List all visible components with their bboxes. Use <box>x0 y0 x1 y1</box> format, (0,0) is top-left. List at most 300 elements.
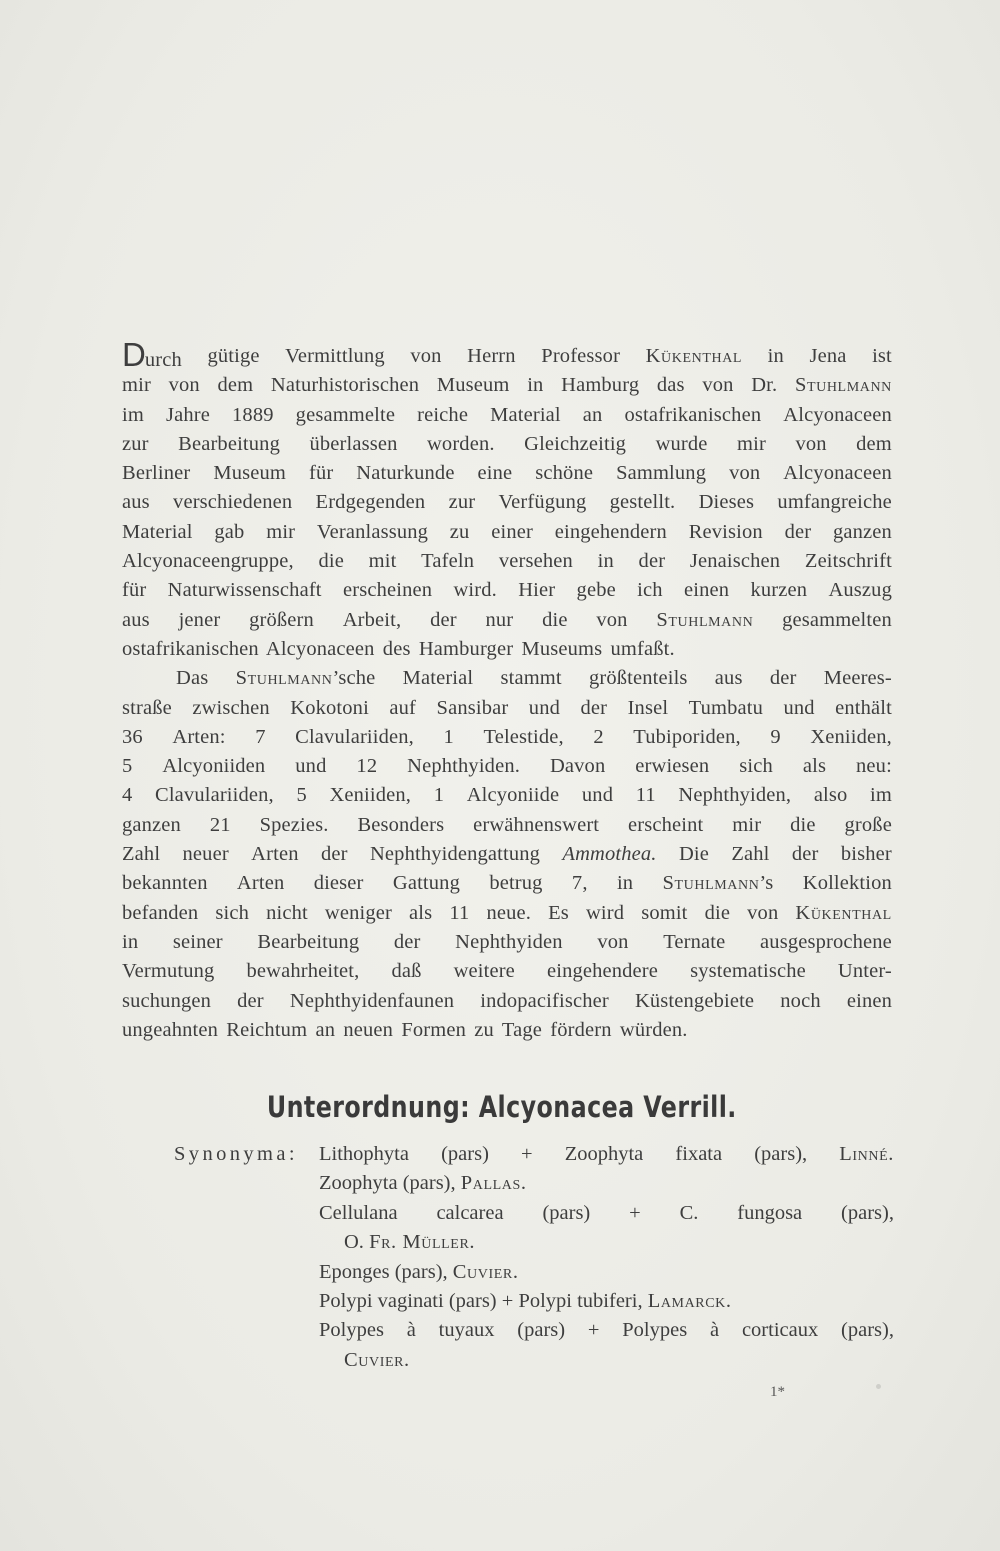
word: Material <box>122 520 193 543</box>
word-group <box>285 342 385 371</box>
word-group <box>678 781 791 810</box>
word: der <box>393 930 421 953</box>
word-group <box>317 518 428 547</box>
word-group <box>166 401 210 430</box>
word: Vermutung <box>122 960 215 983</box>
synonym-entry <box>319 1199 894 1228</box>
word: Nephthyiden <box>455 930 563 953</box>
synonym-entry <box>319 1316 894 1345</box>
word-group <box>122 752 132 781</box>
text-line <box>122 664 892 693</box>
text-line <box>122 547 892 576</box>
word-group <box>369 547 397 576</box>
word: im <box>122 403 144 426</box>
word-group <box>430 606 457 635</box>
word: corticaux <box>741 1319 819 1342</box>
word-group <box>394 928 421 957</box>
word-group <box>795 371 892 400</box>
word: Linné. <box>839 1143 894 1165</box>
word-group <box>839 1140 894 1169</box>
word-group <box>657 371 685 400</box>
word-group <box>343 606 402 635</box>
word-group <box>795 899 891 928</box>
word-group <box>356 459 454 488</box>
word-group <box>633 723 741 752</box>
word-group <box>407 1316 416 1345</box>
word: von <box>410 345 442 367</box>
word-group <box>168 576 322 605</box>
page-number: 1* <box>770 1384 785 1400</box>
word: aus <box>122 491 150 514</box>
text-run: O. <box>344 1231 370 1254</box>
word-group <box>236 664 376 693</box>
text-run: Cuvier. <box>452 1260 519 1283</box>
word: kurzen <box>750 579 808 602</box>
word: Nephthyidenfaunen <box>289 989 455 1012</box>
word: ganzen <box>122 813 181 836</box>
word-group <box>427 430 495 459</box>
synonyma-row <box>174 1228 894 1257</box>
word: umfangreiche <box>777 491 892 514</box>
word-group <box>586 899 624 928</box>
word-group <box>467 342 516 371</box>
word: Polypes <box>319 1319 384 1342</box>
word: Naturhistorischen <box>270 374 420 397</box>
word-group <box>845 811 892 840</box>
word: wird <box>585 901 625 924</box>
word-group <box>656 606 753 635</box>
synonyma-first-row <box>174 1140 894 1169</box>
text-line <box>122 606 892 635</box>
word: Alcyoniide <box>466 784 560 807</box>
word-group <box>580 694 607 723</box>
word: 4 <box>122 784 133 807</box>
word: Zoophyta <box>564 1143 644 1165</box>
word: neuer <box>182 843 229 866</box>
word-group <box>742 1316 818 1345</box>
word: + <box>629 1201 641 1224</box>
word: in <box>616 872 634 895</box>
text-line <box>122 371 892 400</box>
word: große <box>844 813 892 836</box>
word-group <box>847 987 892 1016</box>
word: Dr. <box>751 374 778 397</box>
word: Kükenthal <box>795 901 892 924</box>
word: C. <box>679 1201 699 1224</box>
word-group <box>617 869 633 898</box>
word-group <box>524 430 626 459</box>
word-group <box>731 840 769 869</box>
word: (pars) <box>542 1201 591 1224</box>
word-group <box>214 518 244 547</box>
word: für <box>308 462 334 485</box>
word-group <box>478 459 513 488</box>
text-line <box>122 401 892 430</box>
word: (pars), <box>841 1319 894 1342</box>
word: 11 <box>449 901 470 924</box>
word-group <box>207 342 259 371</box>
word: das <box>656 374 685 397</box>
word-group <box>436 1199 503 1228</box>
word: sich <box>739 755 773 778</box>
word: versehen <box>498 550 573 573</box>
word-group <box>266 518 295 547</box>
word: tuyaux <box>438 1319 495 1342</box>
word: Das <box>176 667 209 690</box>
word: von <box>597 930 629 953</box>
word-group <box>217 371 253 400</box>
word: 1889 <box>232 403 274 426</box>
word: die <box>790 813 816 836</box>
word-group <box>690 957 806 986</box>
word-group <box>542 606 568 635</box>
word: fungosa <box>737 1201 803 1224</box>
word-group <box>122 488 150 517</box>
word: auf <box>389 696 417 719</box>
word: als <box>409 901 433 924</box>
word: von <box>747 901 779 924</box>
word-group <box>835 694 892 723</box>
word-group <box>542 1199 590 1228</box>
word-group <box>410 342 441 371</box>
word: Arten: <box>172 725 226 748</box>
word-group <box>639 547 666 576</box>
text-line <box>122 1016 892 1045</box>
word: in <box>597 550 614 573</box>
word: Revision <box>688 520 763 543</box>
word: Xeniiden, <box>329 784 412 807</box>
word-group <box>702 371 733 400</box>
word: Naturwissenschaft <box>167 579 322 602</box>
word: Berliner <box>122 462 191 485</box>
word-group <box>783 694 814 723</box>
text-line <box>122 869 892 898</box>
word-group <box>541 342 620 371</box>
body-text <box>122 336 892 1045</box>
text-line <box>122 928 892 957</box>
word-group <box>824 664 892 693</box>
word-group <box>356 752 377 781</box>
word: wird. <box>453 579 497 602</box>
word: 12 <box>356 755 378 778</box>
word-group <box>260 811 329 840</box>
text-run: ungeahnten Reichtum an neuen Formen zu Tage fördern würden. <box>122 1018 688 1041</box>
text-line <box>122 694 892 723</box>
word-group <box>597 928 628 957</box>
word: der <box>237 989 264 1012</box>
word-group <box>856 752 892 781</box>
word: fixata <box>675 1143 723 1165</box>
word: Gleichzeitig <box>524 432 627 455</box>
word: Alcyonaceen <box>783 462 892 485</box>
word-group <box>628 694 669 723</box>
text-run: Pallas. <box>460 1172 527 1195</box>
word: erscheint <box>628 813 704 836</box>
word: Stuhlmann <box>662 872 760 895</box>
word: an <box>582 403 603 426</box>
word: zu <box>449 520 470 543</box>
word-group <box>628 811 703 840</box>
word-group <box>122 957 214 986</box>
word: mir <box>737 432 766 455</box>
word: Nephthyiden. <box>407 755 520 778</box>
word: Zeitschrift <box>804 550 892 573</box>
word-group <box>635 987 754 1016</box>
word-group <box>561 371 639 400</box>
word: urch <box>144 349 182 371</box>
text-line <box>122 781 892 810</box>
word: aus <box>122 608 150 631</box>
word-group <box>737 1199 802 1228</box>
word-group <box>473 811 599 840</box>
word: Bearbeitung <box>178 432 280 455</box>
word: 1 <box>443 725 454 748</box>
word-group <box>689 518 763 547</box>
word: neue. <box>486 901 532 924</box>
word: seiner <box>172 930 223 953</box>
word-group <box>421 547 474 576</box>
word-group <box>535 459 593 488</box>
synonyma-row <box>174 1346 894 1375</box>
word-group <box>577 576 616 605</box>
word-group <box>572 869 588 898</box>
word: + <box>521 1143 533 1165</box>
word: und <box>783 696 815 719</box>
word: ostafrikanischen <box>624 403 762 426</box>
word-group <box>739 752 773 781</box>
text-run: Fr. Müller. <box>369 1231 476 1254</box>
word-group <box>309 459 333 488</box>
word: wurde <box>655 432 708 455</box>
word: ausgesprochene <box>760 930 892 953</box>
word: suchungen <box>122 989 212 1012</box>
word-group <box>155 781 274 810</box>
text-run: Lamarck. <box>647 1289 732 1312</box>
word: Es <box>548 901 569 924</box>
word-group <box>441 1140 489 1169</box>
word: ’s <box>759 872 774 895</box>
word: größern <box>249 608 314 631</box>
word: 7, <box>571 872 588 895</box>
word-group <box>783 401 892 430</box>
word-group <box>521 1140 533 1169</box>
word-group <box>555 518 667 547</box>
word-group <box>192 694 269 723</box>
word-group <box>391 957 421 986</box>
word-group <box>770 723 780 752</box>
word-group <box>316 488 426 517</box>
word-group <box>872 342 892 371</box>
word: ganzen <box>832 520 892 543</box>
word: Museum <box>213 462 286 485</box>
word-group <box>732 811 761 840</box>
word-group <box>517 1316 565 1345</box>
word: Gattung <box>392 872 460 895</box>
word-group <box>295 752 326 781</box>
word: Polypes <box>622 1319 688 1342</box>
word-group <box>434 781 444 810</box>
text-line <box>122 987 892 1016</box>
word: gebe <box>576 579 616 602</box>
word: gab <box>214 520 245 543</box>
text-line <box>122 459 892 488</box>
word-group <box>122 840 160 869</box>
word: Stuhlmann <box>656 608 754 631</box>
word-group <box>870 781 892 810</box>
word-group <box>319 1140 409 1169</box>
word-group <box>729 459 760 488</box>
word-group <box>325 899 392 928</box>
word: Jena <box>809 345 847 367</box>
word: Zahl <box>122 843 161 866</box>
word: noch <box>780 989 821 1012</box>
word: Kükenthal <box>645 345 743 367</box>
text-line <box>122 635 892 664</box>
word-group <box>663 869 774 898</box>
word-group <box>439 1316 495 1345</box>
word-group <box>809 342 846 371</box>
word: Erdgegenden <box>315 491 426 514</box>
word: Hier <box>518 579 556 602</box>
word-group <box>329 781 411 810</box>
word-group <box>760 928 892 957</box>
word: verschiedenen <box>173 491 293 514</box>
word: die <box>542 608 568 631</box>
word-group <box>257 928 359 957</box>
word-group <box>747 899 778 928</box>
word: nicht <box>266 901 308 924</box>
word-group <box>498 488 586 517</box>
word-group <box>271 371 419 400</box>
word-group <box>122 723 143 752</box>
text-run: Cuvier. <box>344 1348 410 1371</box>
word-group <box>690 547 780 576</box>
word: systematische <box>690 960 806 983</box>
word: indopacifischer <box>480 989 609 1012</box>
word: Herrn <box>467 345 516 367</box>
word-group <box>841 840 892 869</box>
word: und <box>528 696 560 719</box>
word-group <box>785 518 812 547</box>
word-group <box>122 336 182 373</box>
word-group <box>588 1316 600 1345</box>
word-group <box>417 401 468 430</box>
word: (pars), <box>841 1201 894 1224</box>
word-group <box>122 371 151 400</box>
word: der <box>791 843 819 866</box>
word: bisher <box>840 843 892 866</box>
word-group <box>266 899 308 928</box>
word: ’sche <box>332 667 376 690</box>
word-group <box>480 987 609 1016</box>
word: jener <box>178 608 221 631</box>
word-group <box>527 371 543 400</box>
word-group <box>841 1316 894 1345</box>
word: + <box>587 1319 600 1342</box>
word: Material <box>402 667 474 690</box>
word: (pars) <box>441 1143 489 1165</box>
word-group <box>176 664 208 693</box>
word: daß <box>391 960 422 983</box>
word-group <box>237 987 264 1016</box>
word: für <box>122 579 147 602</box>
word-group <box>122 694 172 723</box>
word: Besonders <box>357 813 445 836</box>
word: Die <box>678 843 709 866</box>
word-group <box>370 840 540 869</box>
word-group <box>491 518 533 547</box>
word: somit <box>641 901 688 924</box>
word-group <box>751 371 777 400</box>
word: Telestide, <box>483 725 564 748</box>
word-group <box>710 1316 719 1345</box>
synonyma-list <box>174 1140 894 1375</box>
word-group <box>449 899 469 928</box>
word-group <box>629 1199 641 1228</box>
word: aus <box>714 667 743 690</box>
word: zur <box>122 432 149 455</box>
word-group <box>750 576 807 605</box>
word-group <box>790 811 816 840</box>
word-group <box>780 987 820 1016</box>
word-group <box>684 576 729 605</box>
word: Hamburg <box>561 374 640 397</box>
word: straße <box>122 696 172 719</box>
word: 1 <box>433 784 445 807</box>
word: befanden <box>122 901 199 924</box>
word: in <box>767 345 784 367</box>
word: einer <box>491 520 533 543</box>
word-group <box>213 459 286 488</box>
word-group <box>486 899 531 928</box>
word-group <box>122 899 198 928</box>
word: D <box>122 336 145 373</box>
word: Jenaischen <box>689 550 781 573</box>
word: Bearbeitung <box>257 930 360 953</box>
word-group <box>589 664 688 693</box>
word: Tafeln <box>421 550 475 573</box>
word-group <box>489 869 542 898</box>
text-line <box>122 430 892 459</box>
word: (pars) <box>517 1319 566 1342</box>
word: von <box>168 374 200 397</box>
text-run: ostafrikanischen Alcyonaceen des Hamburger Museums umfaßt. <box>122 637 675 660</box>
word: Verfügung <box>498 491 587 514</box>
word: 36 <box>122 725 143 748</box>
word-group <box>792 840 819 869</box>
word-group <box>490 401 561 430</box>
word-group <box>783 459 892 488</box>
text-run: Zoophyta (pars), <box>319 1172 461 1195</box>
word: gütige <box>207 345 260 367</box>
word: der <box>784 520 812 543</box>
word-group <box>635 752 709 781</box>
synonyma-row <box>174 1316 894 1345</box>
word: Unter- <box>837 960 892 983</box>
word: von <box>729 462 761 485</box>
word: erwähnenswert <box>473 813 600 836</box>
word: Alcyonaceen <box>783 403 892 426</box>
word: calcarea <box>436 1201 504 1224</box>
word: mir <box>266 520 296 543</box>
word: Dieses <box>698 491 755 514</box>
word: erwiesen <box>635 755 710 778</box>
word-group <box>622 1316 687 1345</box>
word-group <box>454 957 515 986</box>
word: Ternate <box>663 930 726 953</box>
word-group <box>856 430 892 459</box>
word-group <box>393 869 460 898</box>
